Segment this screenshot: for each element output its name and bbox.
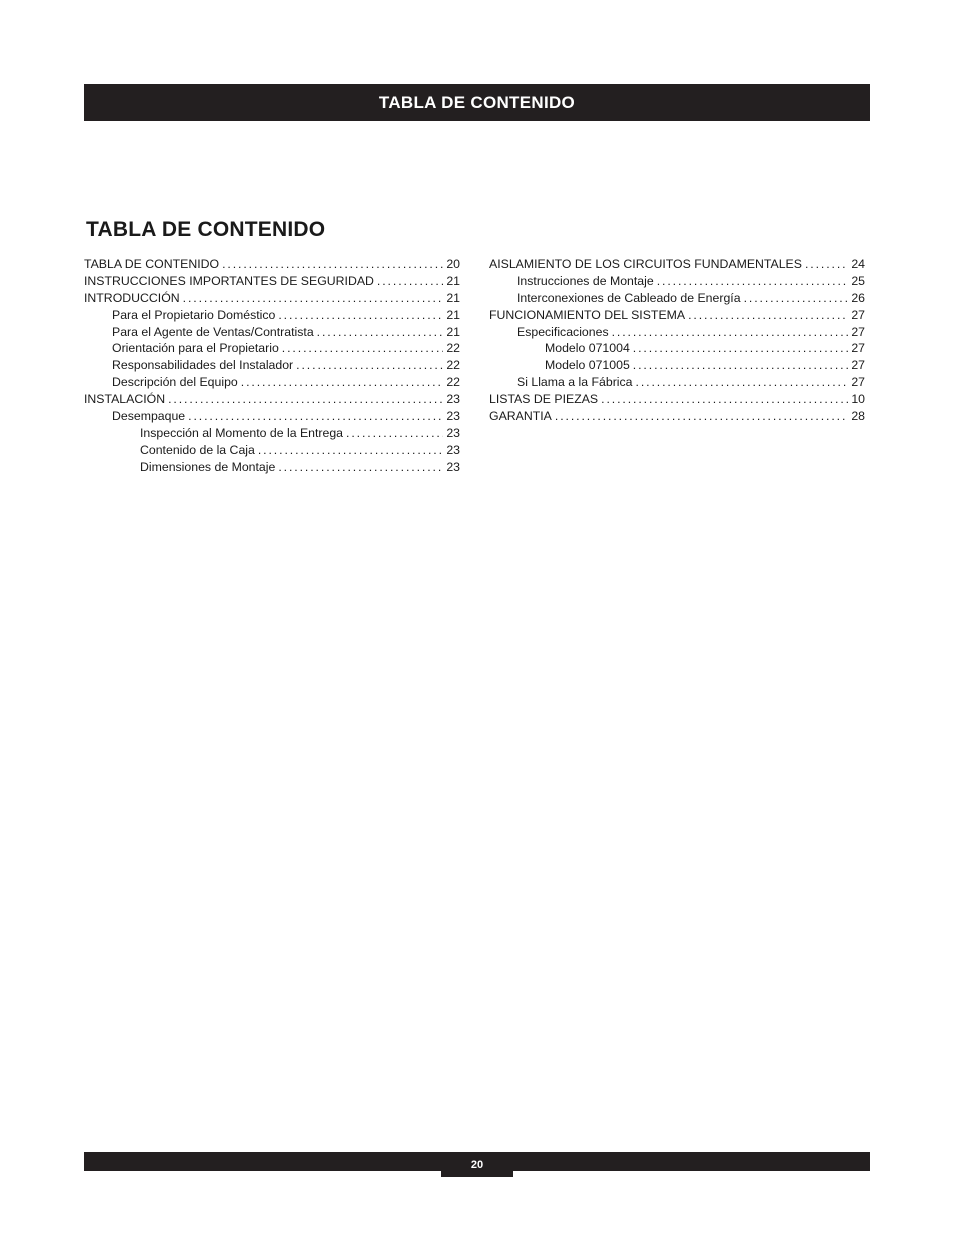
toc-entry-label: Desempaque	[112, 409, 186, 424]
toc-leader-dots	[282, 340, 444, 357]
toc-entry-page: 28	[851, 409, 865, 424]
toc-entry-page: 21	[446, 307, 460, 322]
toc-entry[interactable]	[84, 391, 460, 408]
toc-entry[interactable]	[84, 324, 460, 341]
toc-entry-label: Para el Agente de Ventas/Contratista	[112, 324, 314, 339]
section-title: TABLA DE CONTENIDO	[86, 218, 326, 241]
toc-leader-dots	[633, 357, 849, 374]
toc-entry-label: Especificaciones	[517, 324, 609, 339]
toc-entry[interactable]	[489, 273, 865, 290]
toc-entry-page: 23	[446, 442, 460, 457]
page-number: 20	[470, 1158, 484, 1171]
toc-entry-label: Dimensiones de Montaje	[140, 459, 276, 474]
toc-entry-label: Orientación para el Propietario	[112, 341, 279, 356]
toc-entry-page: 22	[446, 358, 460, 373]
header-bar	[84, 84, 870, 121]
toc-entry-label: LISTAS DE PIEZAS	[489, 392, 599, 407]
toc-leader-dots	[278, 459, 443, 476]
toc-entry-page: 10	[851, 392, 865, 407]
toc-leader-dots	[222, 256, 443, 273]
toc-leader-dots	[612, 324, 849, 341]
toc-entry-label: TABLA DE CONTENIDO	[84, 257, 220, 271]
toc-entry[interactable]	[489, 408, 865, 425]
toc-entry-label: INSTALACIÓN	[84, 392, 166, 407]
toc-leader-dots	[657, 273, 849, 290]
toc-entry[interactable]	[84, 290, 460, 307]
toc-entry-label: Modelo 071005	[545, 358, 630, 373]
toc-leader-dots	[317, 324, 444, 341]
toc-entry[interactable]	[489, 357, 865, 374]
toc-entry-page: 27	[851, 341, 865, 356]
toc-entry[interactable]	[84, 307, 460, 324]
toc-entry-label: AISLAMIENTO DE LOS CIRCUITOS FUNDAMENTALES	[489, 257, 802, 271]
toc-leader-dots	[258, 442, 443, 459]
toc-entry-page: 21	[446, 273, 460, 288]
toc-entry-label: Si Llama a la Fábrica	[517, 375, 633, 390]
toc-leader-dots	[688, 307, 848, 324]
page-number-tab	[441, 1152, 513, 1177]
toc-entry-label: Instrucciones de Montaje	[517, 273, 654, 288]
toc-entry-label: Contenido de la Caja	[140, 442, 255, 457]
toc-entry-label: Descripción del Equipo	[112, 375, 238, 390]
toc-leader-dots	[346, 425, 443, 442]
toc-entry-page: 23	[446, 392, 460, 407]
toc-entry-label: GARANTIA	[489, 409, 552, 424]
toc-entry[interactable]	[489, 324, 865, 341]
toc-entry[interactable]	[84, 273, 460, 290]
toc-entry-label: Para el Propietario Doméstico	[112, 307, 276, 322]
toc-entry-label: FUNCIONAMIENTO DEL SISTEMA	[489, 307, 686, 322]
toc-leader-dots	[377, 273, 443, 290]
toc-entry-page: 26	[851, 290, 865, 305]
toc-entry[interactable]	[489, 256, 865, 273]
toc-entry[interactable]	[84, 408, 460, 425]
toc-entry[interactable]	[84, 425, 460, 442]
toc-entry[interactable]	[84, 374, 460, 391]
toc-entry-label: Interconexiones de Cableado de Energía	[517, 290, 741, 305]
toc-entry[interactable]	[489, 374, 865, 391]
toc-entry-page: 22	[446, 375, 460, 390]
toc-entry[interactable]	[489, 307, 865, 324]
toc-entry-page: 25	[851, 273, 865, 288]
header-title: TABLA DE CONTENIDO	[378, 92, 576, 112]
toc-entry-page: 21	[446, 290, 460, 305]
toc-entry-label: INTRODUCCIÓN	[84, 290, 180, 305]
toc-leader-dots	[296, 357, 443, 374]
toc-leader-dots	[744, 290, 849, 307]
toc-entry-page: 27	[851, 307, 865, 322]
toc-entry-page: 27	[851, 324, 865, 339]
toc-entry[interactable]	[489, 340, 865, 357]
toc-entry[interactable]	[489, 391, 865, 408]
toc-entry-label: Modelo 071004	[545, 341, 630, 356]
toc-entry-page: 23	[446, 425, 460, 440]
toc-leader-dots	[241, 374, 444, 391]
toc-entry[interactable]	[84, 357, 460, 374]
toc-entry[interactable]	[84, 442, 460, 459]
toc-leader-dots	[188, 408, 443, 425]
toc-entry-label: Inspección al Momento de la Entrega	[140, 425, 344, 440]
toc-entry[interactable]	[84, 340, 460, 357]
toc-entry-page: 21	[446, 324, 460, 339]
toc-entry-page: 20	[446, 257, 460, 271]
toc-leader-dots	[168, 391, 443, 408]
toc-leader-dots	[278, 307, 443, 324]
toc-entry[interactable]	[489, 290, 865, 307]
toc-entry-page: 24	[851, 257, 865, 271]
toc-leader-dots	[183, 290, 444, 307]
toc-column-left	[84, 256, 460, 476]
toc-leader-dots	[601, 391, 848, 408]
toc-entry[interactable]	[84, 459, 460, 476]
toc-column-right	[489, 256, 865, 425]
toc-entry-page: 23	[446, 409, 460, 424]
toc-leader-dots	[633, 340, 849, 357]
toc-leader-dots	[636, 374, 849, 391]
toc-entry-page: 23	[446, 459, 460, 474]
toc-leader-dots	[805, 256, 848, 273]
toc-entry-page: 22	[446, 341, 460, 356]
toc-entry[interactable]	[84, 256, 460, 273]
toc-entry-page: 27	[851, 358, 865, 373]
toc-entry-label: INSTRUCCIONES IMPORTANTES DE SEGURIDAD	[84, 273, 374, 288]
toc-entry-page: 27	[851, 375, 865, 390]
toc-entry-label: Responsabilidades del Instalador	[112, 358, 294, 373]
toc-leader-dots	[555, 408, 848, 425]
